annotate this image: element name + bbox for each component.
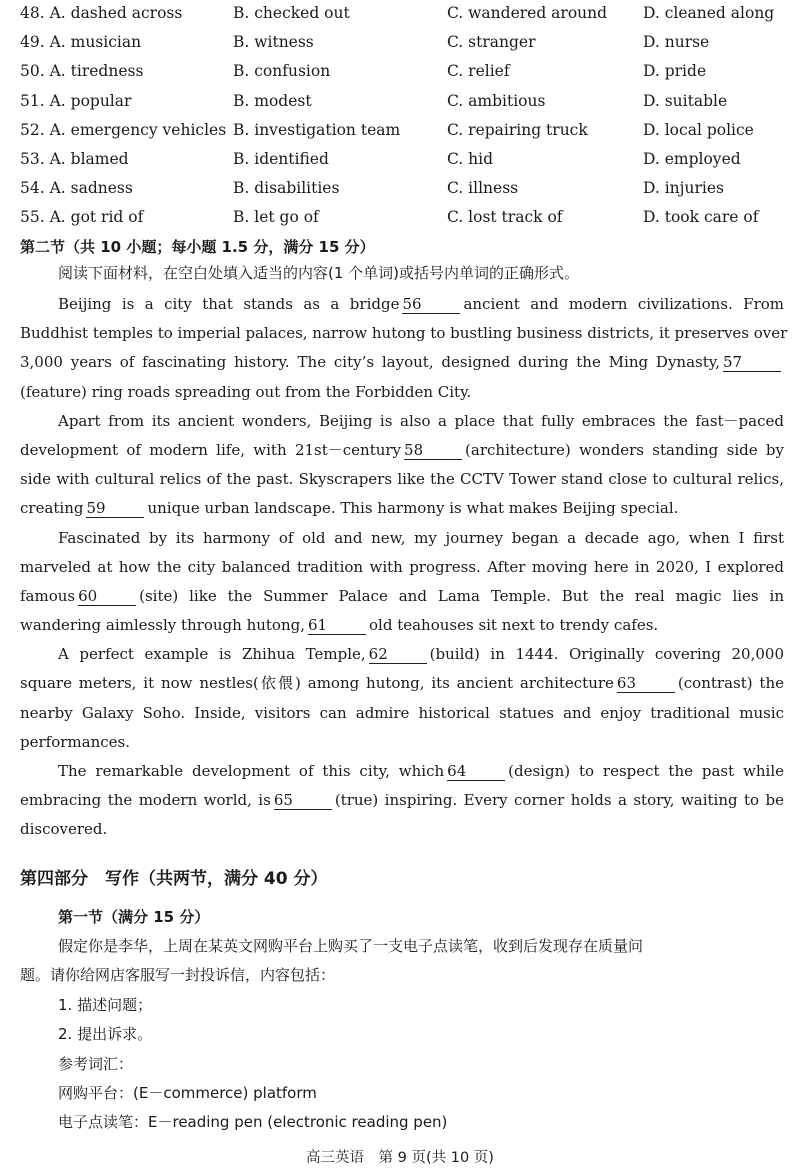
passage-line <box>20 728 784 757</box>
option-c: C. wandered around <box>447 4 608 22</box>
option-a-text: A. blamed <box>49 150 129 168</box>
option-b: B. modest <box>233 91 312 110</box>
option-row <box>0 117 800 143</box>
passage-line <box>20 436 784 465</box>
line-text: marveled at how the city balanced tradition with progress. After moving here in 2020, I explored <box>20 557 784 576</box>
question-number: 53. <box>20 150 45 168</box>
passage-line <box>20 786 784 815</box>
part4-prompt-line2: 题。请你给网店客服写一封投诉信，内容包括： <box>20 966 336 984</box>
line-text: A perfect example is Zhihua Temple, <box>58 645 366 664</box>
blank-63[interactable]: 63 <box>617 674 675 693</box>
passage-line <box>20 290 784 319</box>
passage-line <box>20 582 784 611</box>
option-d: D. pride <box>643 62 707 81</box>
line-text: embracing the modern world, is <box>20 791 271 810</box>
passage-line <box>20 524 784 553</box>
passage-line <box>20 553 784 582</box>
passage-paragraph <box>20 640 784 757</box>
option-c: C. stranger <box>447 33 536 52</box>
line-text: (contrast) the <box>677 674 784 693</box>
option-a <box>20 58 143 84</box>
option-b: B. witness <box>233 33 314 52</box>
line-text: ancient and modern civilizations. From <box>463 295 785 313</box>
part4-prompt-line1: 假定你是李华，上周在某英文网购平台上购买了一支电子点读笔，收到后发现存在质量问 <box>58 937 644 955</box>
option-d: D. local police <box>643 120 754 139</box>
passage-line <box>20 757 784 786</box>
option-d: D. cleaned along <box>643 4 775 22</box>
line-text: old teahouses sit next to trendy cafes. <box>369 616 659 635</box>
option-row <box>0 0 800 26</box>
option-b: B. investigation team <box>233 120 401 139</box>
option-d: D. employed <box>643 150 741 168</box>
section2-instruction: 阅读下面材料，在空白处填入适当的内容(1 个单词)或括号内单词的正确形式。 <box>58 264 580 282</box>
line-text: Fascinated by its harmony of old and new, my journey began a decade ago, when I first <box>58 528 784 547</box>
line-text: square meters, it now nestles(依偎) among hutong, its ancient architecture <box>20 674 614 693</box>
blank-57[interactable]: 57 <box>723 353 781 372</box>
option-d: D. nurse <box>643 33 710 52</box>
passage-line <box>20 494 784 523</box>
passage-line <box>20 378 784 407</box>
blank-58[interactable]: 58 <box>404 441 462 460</box>
option-a <box>20 88 131 114</box>
option-row <box>0 175 800 201</box>
passage-line <box>20 407 784 436</box>
option-a <box>20 0 182 26</box>
option-a <box>20 117 226 143</box>
line-text: Buddhist temples to imperial palaces, narrow hutong to bustling business districts, it preserves over <box>20 324 788 343</box>
blank-65[interactable]: 65 <box>274 791 332 810</box>
option-row <box>0 204 800 230</box>
option-a <box>20 204 143 230</box>
question-number: 49. <box>20 33 45 52</box>
line-text: development of modern life, with 21st－century <box>20 440 402 459</box>
line-text: wandering aimlessly through hutong, <box>20 616 305 635</box>
line-text: (architecture) wonders standing side by <box>465 440 784 459</box>
passage-line <box>20 611 784 640</box>
part4-item2: 2. 提出诉求。 <box>58 1025 153 1043</box>
part4-vocab1: 网购平台：(E－commerce) platform <box>58 1084 317 1102</box>
option-c: C. illness <box>447 179 519 198</box>
part4-vocab-label: 参考词汇： <box>58 1055 134 1073</box>
blank-60[interactable]: 60 <box>78 587 136 606</box>
blank-64[interactable]: 64 <box>447 762 505 781</box>
passage-line <box>20 319 788 348</box>
option-row <box>0 146 800 172</box>
option-d: D. took care of <box>643 208 759 227</box>
passage-line <box>20 815 784 844</box>
line-text: The remarkable development of this city, which <box>58 762 445 780</box>
option-c: C. relief <box>447 62 510 81</box>
passage-paragraph <box>20 524 784 641</box>
option-c: C. lost track of <box>447 208 563 227</box>
part4-vocab2: 电子点读笔：E－reading pen (electronic reading pen) <box>58 1113 448 1131</box>
option-a-text: A. emergency vehicles <box>49 120 227 139</box>
option-c: C. ambitious <box>447 91 546 110</box>
question-number: 48. <box>20 4 45 22</box>
section2-heading: 第二节（共 10 小题；每小题 1.5 分，满分 15 分） <box>20 238 375 256</box>
question-number: 51. <box>20 91 45 110</box>
line-text: nearby Galaxy Soho. Inside, visitors can admire historical statues and enjoy traditional music <box>20 703 784 722</box>
option-b: B. let go of <box>233 208 319 227</box>
line-text: (true) inspiring. Every corner holds a story, waiting to be <box>334 791 784 810</box>
option-d: D. injuries <box>643 179 724 198</box>
option-row <box>0 88 800 114</box>
option-a <box>20 175 133 201</box>
option-b: B. checked out <box>233 4 350 22</box>
option-row <box>0 58 800 84</box>
line-text: (site) like the Summer Palace and Lama Temple. But the real magic lies in <box>139 586 784 605</box>
option-b: B. confusion <box>233 62 331 81</box>
part4-item1: 1. 描述问题； <box>58 996 153 1014</box>
line-text: 3,000 years of fascinating history. The city’s layout, designed during the Ming Dynasty, <box>20 353 720 372</box>
line-text: side with cultural relics of the past. Skyscrapers like the CCTV Tower stand close to cultural relics, <box>20 470 784 489</box>
line-text: (build) in 1444. Originally covering 20,000 <box>429 645 784 664</box>
passage-line <box>20 640 784 669</box>
passage-line <box>20 669 784 698</box>
question-number: 52. <box>20 120 45 139</box>
option-row <box>0 29 800 55</box>
line-text: unique urban landscape. This harmony is what makes Beijing special. <box>147 499 679 518</box>
option-a-text: A. sadness <box>49 179 133 198</box>
line-text: Apart from its ancient wonders, Beijing is also a place that fully embraces the fast－paced <box>58 411 784 430</box>
part4-heading: 第四部分 写作（共两节，满分 40 分） <box>20 869 328 889</box>
option-d: D. suitable <box>643 91 728 110</box>
option-a <box>20 146 129 172</box>
line-text: Beijing is a city that stands as a bridge <box>58 295 400 313</box>
passage-line <box>20 699 784 728</box>
line-text: (feature) ring roads spreading out from the Forbidden City. <box>20 382 472 401</box>
blank-56[interactable]: 56 <box>402 295 460 314</box>
blank-62[interactable]: 62 <box>369 645 427 664</box>
question-number: 55. <box>20 208 45 227</box>
passage-paragraph <box>20 757 784 845</box>
option-a-text: A. got rid of <box>49 208 144 227</box>
passage <box>20 290 788 845</box>
page-footer: 高三英语 第 9 页(共 10 页) <box>306 1150 494 1166</box>
line-text: performances. <box>20 732 130 751</box>
option-a-text: A. popular <box>49 91 132 110</box>
passage-paragraph <box>20 407 784 524</box>
option-b: B. identified <box>233 150 329 168</box>
line-text: (design) to respect the past while <box>508 762 784 780</box>
option-b: B. disabilities <box>233 179 340 198</box>
part4-sub-heading: 第一节（满分 15 分） <box>58 908 210 926</box>
line-text: discovered. <box>20 820 108 839</box>
option-a-text: A. musician <box>49 33 142 52</box>
passage-line <box>20 348 784 377</box>
line-text: famous <box>20 586 76 605</box>
blank-61[interactable]: 61 <box>308 616 366 635</box>
line-text: creating <box>20 499 84 518</box>
option-c: C. repairing truck <box>447 120 588 139</box>
question-number: 54. <box>20 179 45 198</box>
option-c: C. hid <box>447 150 494 168</box>
blank-59[interactable]: 59 <box>86 499 144 518</box>
option-a-text: A. dashed across <box>49 4 183 22</box>
option-a-text: A. tiredness <box>49 62 144 81</box>
passage-paragraph <box>20 290 788 407</box>
question-number: 50. <box>20 62 45 81</box>
option-a <box>20 29 141 55</box>
passage-line <box>20 465 784 494</box>
